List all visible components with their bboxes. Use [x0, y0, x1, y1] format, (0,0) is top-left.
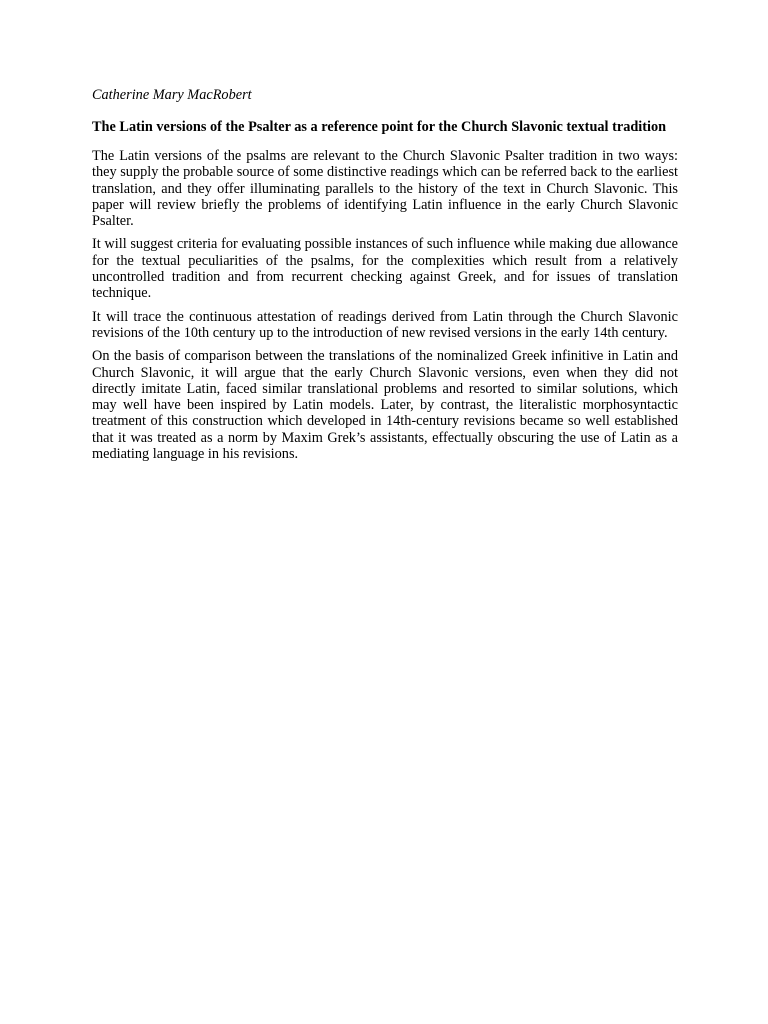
abstract-paragraph-3: It will trace the continuous attestation of readings derived from Latin through the Church Slavonic revisions of the 10th century up to the introduction of new revised versions in the early 14th century. — [92, 308, 678, 341]
paper-title: The Latin versions of the Psalter as a reference point for the Church Slavonic textual tradition — [92, 119, 667, 135]
abstract-paragraph-4: On the basis of comparison between the translations of the nominalized Greek infinitive in Latin and Church Slavonic, it will argue that the early Church Slavonic versions, even when they did not directly imitate Latin, faced similar translational problems and resorted to similar solutions, which may well have been inspired by Latin models. Later, by contrast, the literalistic morphosyntactic treatment of this construction which developed in 14th-century revisions became so well established that it was treated as a norm by Maxim Grek’s assistants, effectually obscuring the use of Latin as a mediating language in his revisions. — [92, 348, 678, 463]
abstract-paragraph-2: It will suggest criteria for evaluating possible instances of such influence while making due allowance for the textual peculiarities of the psalms, for the complexities which result from a relatively uncontrolled tradition and from recurrent checking against Greek, and for issues of translation technique. — [92, 236, 678, 302]
abstract-paragraph-1: The Latin versions of the psalms are relevant to the Church Slavonic Psalter tradition in two ways: they supply the probable source of some distinctive readings which can be referred back to the earliest translation, and they offer illuminating parallels to the history of the text in Church Slavonic. This paper will review briefly the problems of identifying Latin influence in the early Church Slavonic Psalter. — [92, 148, 678, 230]
document-page — [92, 86, 678, 469]
author-name: Catherine Mary MacRobert — [92, 87, 252, 103]
